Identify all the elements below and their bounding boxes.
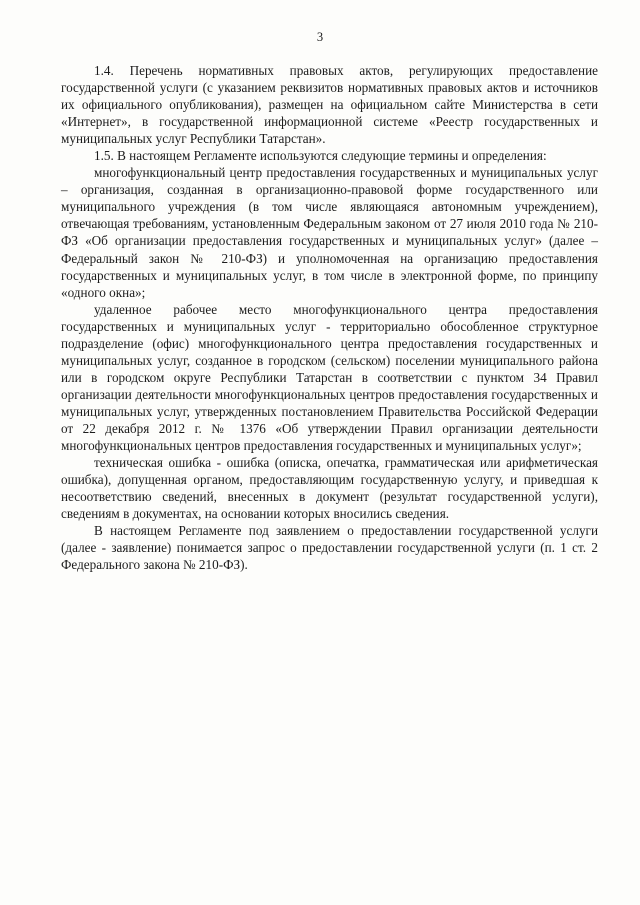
definition-mfc: многофункциональный центр предоставления государственных и муниципальных услуг – организация, созданная в организационно-правовой форме государственного или муниципального учреждения (в том числе являющаяся автономным учреждением), отвечающая требованиям, установленным Федеральным законом от 27 июля 2010 года № 210-ФЗ «Об организации предоставления государственных и муниципальных услуг» (далее – Федеральный закон № 210-ФЗ) и уполномоченная на организацию предоставления государственных и муниципальных услуг, в том числе в электронной форме, по принципу «одного окна»; xyxy=(61,165,598,300)
definition-remote-workplace: удаленное рабочее место многофункционального центра предоставления государственных и муниципальных услуг - территориально обособленное структурное подразделение (офис) многофункционального центра предоставления государственных и муниципальных услуг, созданное в городском (сельском) поселении муниципального района или в городском округе Республики Татарстан в соответствии с пунктом 34 Правил организации деятельности многофункциональных центров предоставления государственных и муниципальных услуг, утвержденных постановлением Правительства Российской Федерации от 22 декабря 2012 г. № 1376 «Об утверждении Правил организации деятельности многофункциональных центров предоставления государственных и муниципальных услуг»; xyxy=(61,301,598,454)
page-number: 3 xyxy=(316,30,324,44)
paragraph-1-5: 1.5. В настоящем Регламенте используются следующие термины и определения: xyxy=(94,148,547,164)
paragraph-1-4: 1.4. Перечень нормативных правовых актов, регулирующих предоставление государственной услуги (с указанием реквизитов нормативных правовых актов и источников их официального опубликования), размещен на официальном сайте Министерства в сети «Интернет», в государственной информационной системе «Реестр государственных и муниципальных услуг Республики Татарстан». xyxy=(61,63,598,147)
definition-technical-error: техническая ошибка - ошибка (описка, опечатка, грамматическая или арифметическая ошибка), допущенная органом, предоставляющим государственную услугу, и приведшая к несоответствию сведений, внесенных в документ (результат государственной услуги), сведениям в документах, на основании которых вносились сведения. xyxy=(61,455,598,522)
paragraph-application: В настоящем Регламенте под заявлением о предоставлении государственной услуги (далее - заявление) понимается запрос о предоставлении государственной услуги (п. 1 ст. 2 Федерального закона № 210-ФЗ). xyxy=(61,523,598,573)
document-body xyxy=(61,62,598,573)
